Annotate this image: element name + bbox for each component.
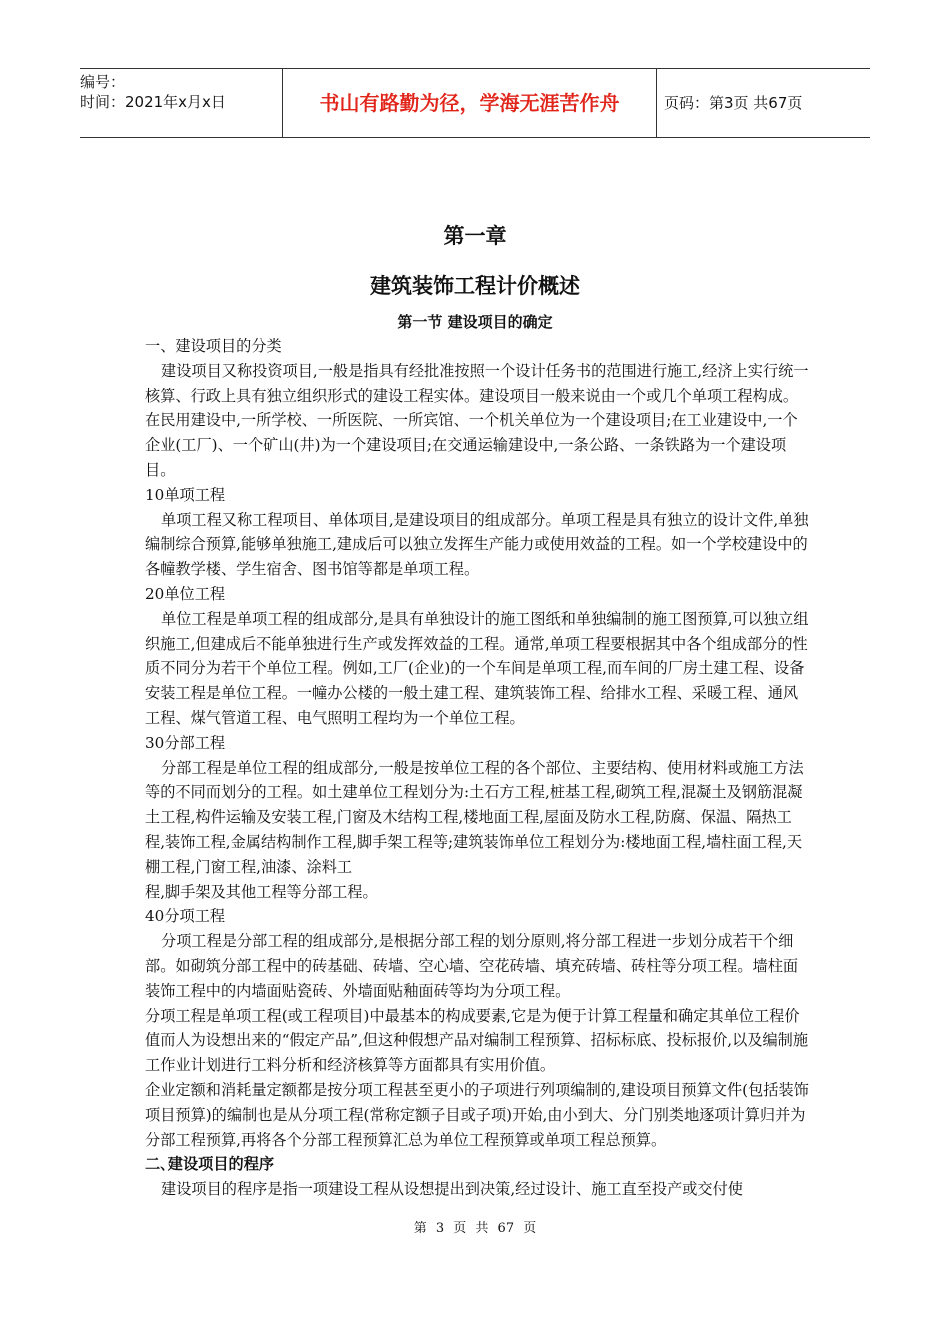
page-info: 页码：第3页 共67页: [664, 94, 803, 112]
paragraph: 分项工程是分部工程的组成部分,是根据分部工程的划分原则,将分部工程进一步划分成若干个细部。如砌筑分部工程中的砖基础、砖墙、空心墙、空花砖墙、填充砖墙、砖柱等分项工程。墙柱面装饰工程中的内墙面贴瓷砖、外墙面贴釉面砖等均为分项工程。: [145, 932, 799, 1000]
paragraph: 建设项目的程序是指一项建设工程从设想提出到决策,经过设计、施工直至投产或交付使: [161, 1180, 743, 1199]
subheading: 20单位工程: [145, 584, 226, 603]
subheading: 30分部工程: [145, 733, 226, 752]
page-footer: 第 3 页 共 67 页: [413, 1221, 537, 1236]
document-body: [145, 334, 810, 1202]
section-title: 第一节 建设项目的确定: [397, 313, 553, 331]
paragraph: 分部工程是单位工程的组成部分,一般是按单位工程的各个部位、主要结构、使用材料或施工方法等的不同而划分的工程。如土建单位工程划分为:土石方工程,桩基工程,砌筑工程,混凝土及钢筋混凝土工程,构件运输及安装工程,门窗及木结构工程,楼地面工程,屋面及防水工程,防腐、保温、隔热工程,装饰工程,金属结构制作工程,脚手架工程等;建筑装饰单位工程划分为:楼地面工程,墙柱面工程,天棚工程,门窗工程,油漆、涂料工: [145, 758, 804, 876]
header-motto-cell: [282, 69, 657, 137]
heading-classification: 一、建设项目的分类: [145, 337, 282, 355]
paragraph: 分项工程是单项工程(或工程项目)中最基本的构成要素,它是为便于计算工程量和确定其单位工程价值而人为设想出来的“假定产品”,但这种假想产品对编制工程预算、招标标底、投标报价,以及编制施工作业计划进行工料分析和经济核算等方面都具有实用价值。: [145, 1006, 809, 1075]
number-label: 编号：: [80, 73, 126, 91]
paragraph-continued: 程,脚手架及其他工程等分部工程。: [145, 882, 378, 901]
paragraph: 建设项目又称投资项目,一般是指具有经批准按照一个设计任务书的范围进行施工,经济上实行统一核算、行政上具有独立组织形式的建设工程实体。建设项目一般来说由一个或几个单项工程构成。在民用建设中,一所学校、一所医院、一所宾馆、一个机关单位为一个建设项目;在工业建设中,一个企业(工厂)、一个矿山(井)为一个建设项目;在交通运输建设中,一条公路、一条铁路为一个建设项目。: [145, 361, 809, 479]
paragraph: 单项工程又称工程项目、单体项目,是建设项目的组成部分。单项工程是具有独立的设计文件,单独编制综合预算,能够单独施工,建成后可以独立发挥生产能力或使用效益的工程。如一个学校建设中的各幢教学楼、学生宿舍、图书馆等都是单项工程。: [145, 510, 809, 579]
header-meta: [80, 69, 282, 137]
time-label: 时间：2021年x月x日: [80, 93, 226, 111]
chapter-number: 第一章: [443, 224, 507, 248]
chapter-title: 建筑装饰工程计价概述: [370, 274, 580, 298]
heading-procedure: 二､建设项目的程序: [145, 1155, 275, 1174]
subheading: 10单项工程: [145, 485, 226, 504]
subheading: 40分项工程: [145, 907, 226, 926]
paragraph: 单位工程是单项工程的组成部分,是具有单独设计的施工图纸和单独编制的施工图预算,可以独立组织施工,但建成后不能单独进行生产或发挥效益的工程。通常,单项工程要根据其中各个组成部分的性质不同分为若干个单位工程。例如,工厂(企业)的一个车间是单项工程,而车间的厂房土建工程、设备安装工程是单位工程。一幢办公楼的一般土建工程、建筑装饰工程、给排水工程、采暖工程、通风工程、煤气管道工程、电气照明工程均为一个单位工程。: [145, 609, 809, 727]
motto: 书山有路勤为径，学海无涯苦作舟: [319, 91, 620, 115]
paragraph: 企业定额和消耗量定额都是按分项工程甚至更小的子项进行列项编制的,建设项目预算文件(包括装饰项目预算)的编制也是从分项工程(常称定额子目或子项)开始,由小到大、分门别类地逐项计算归并为分部工程预算,再将各个分部工程预算汇总为单位工程预算或单项工程总预算。: [145, 1080, 809, 1149]
page-header: [80, 68, 870, 138]
